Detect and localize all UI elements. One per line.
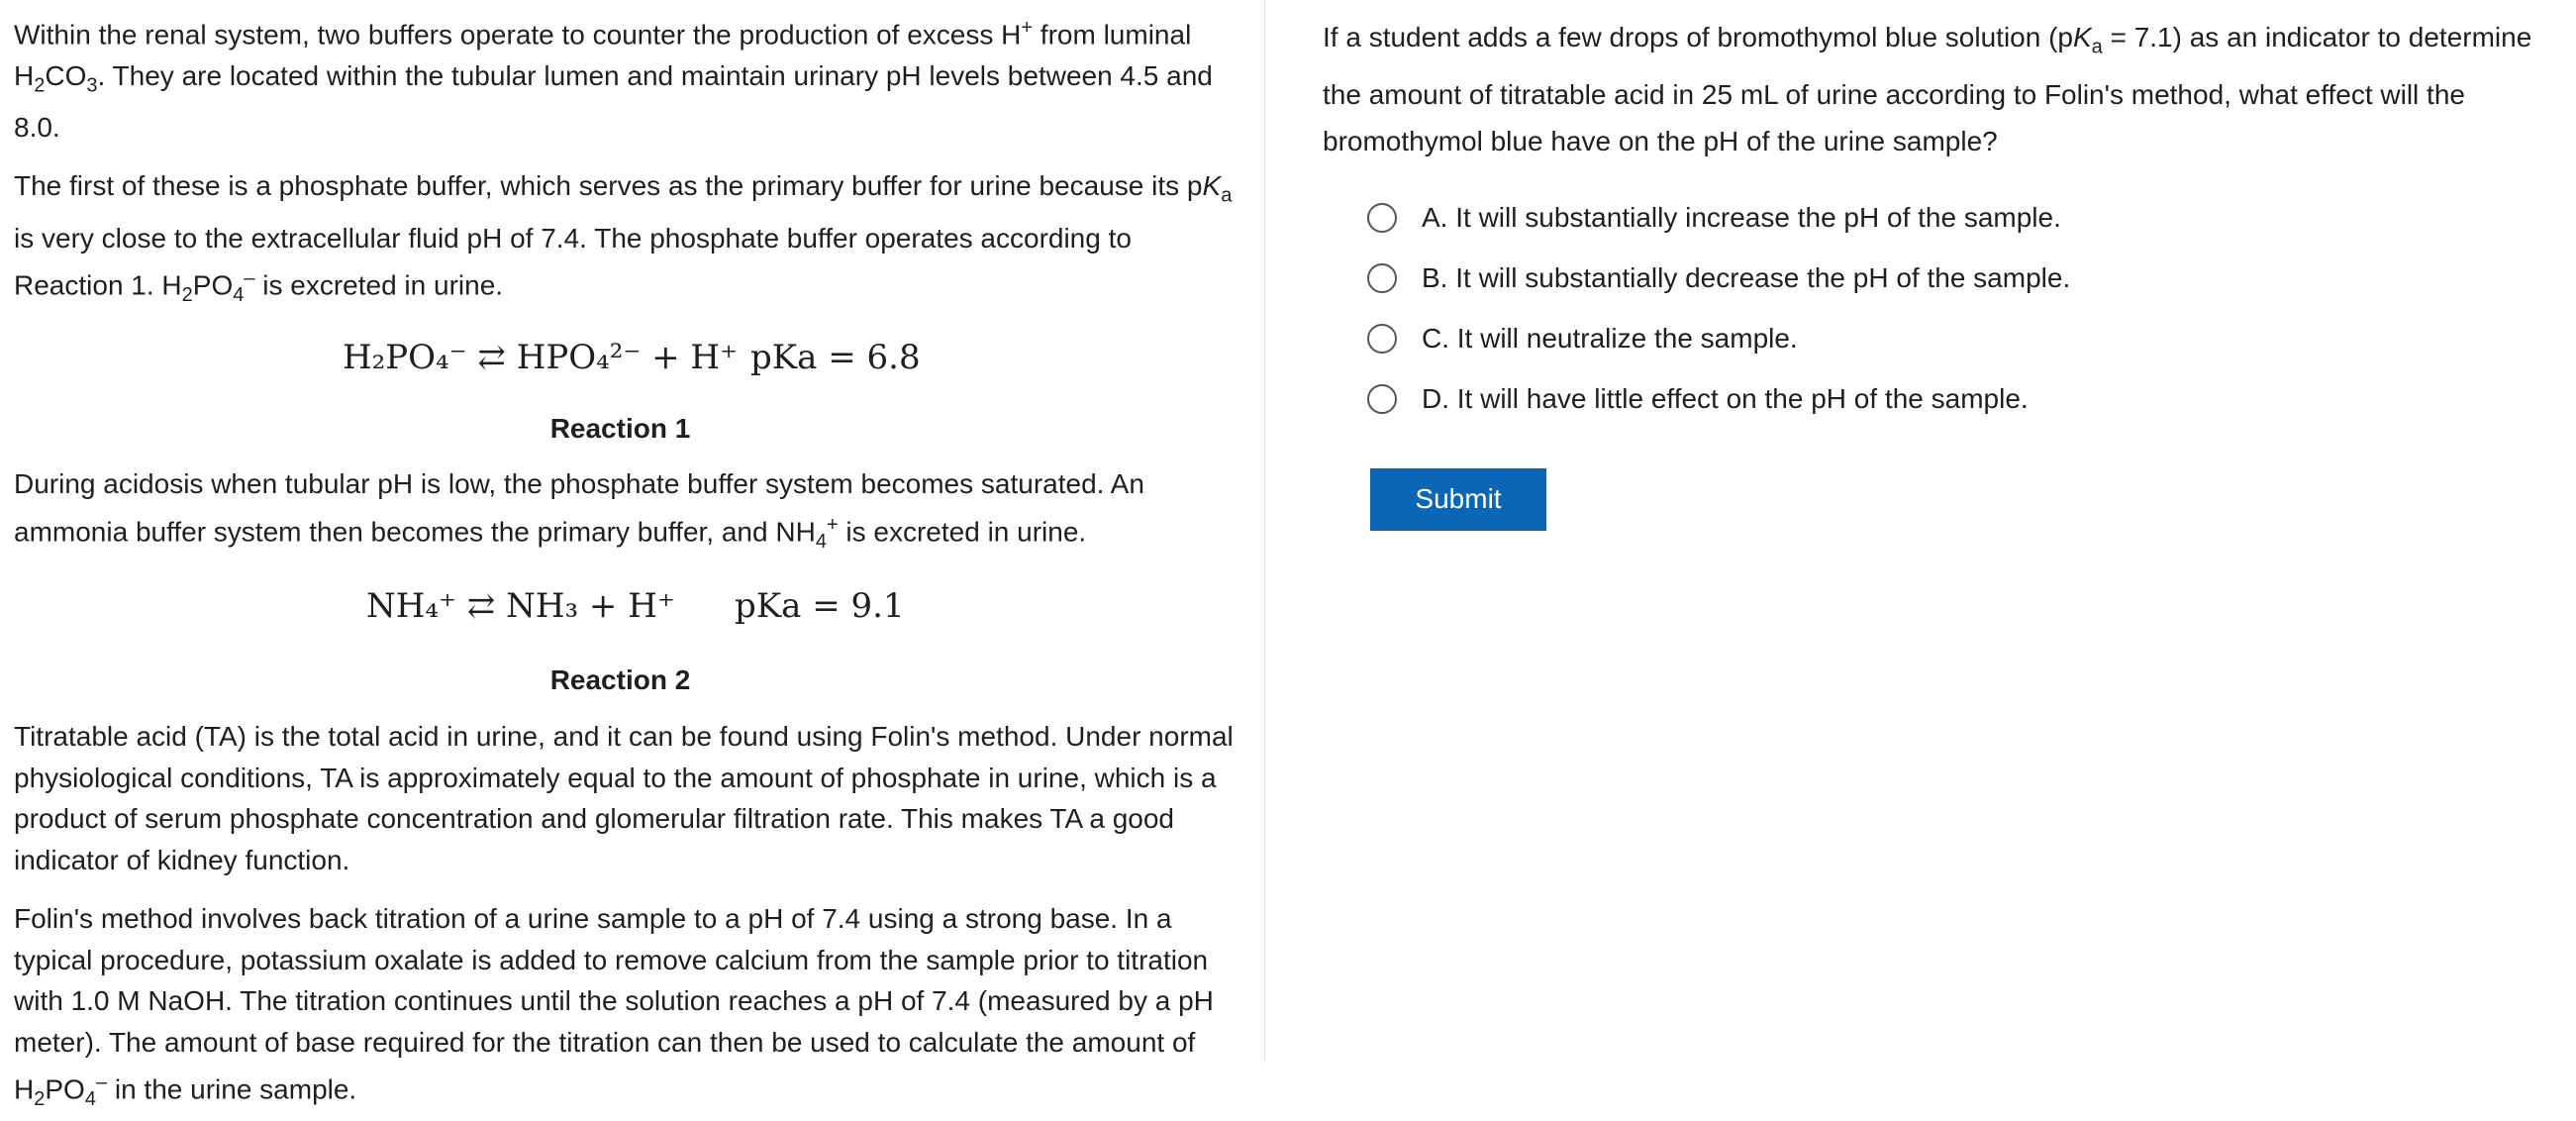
question-panel (1323, 14, 2576, 531)
radio-button-icon[interactable] (1367, 384, 1397, 414)
reaction-1-equation (14, 338, 1264, 391)
choice-text: It will have little effect on the pH of the sample. (1456, 383, 2029, 415)
passage-paragraph-3: During acidosis when tubular pH is low, the phosphate buffer system becomes saturated. An ammonia buffer system then becomes the primary buffer, and $NH_4^+$ is excreted in urine. (14, 468, 1144, 553)
radio-button-icon[interactable] (1367, 263, 1397, 293)
choice-letter: B. (1422, 262, 1448, 294)
question-stem: If a student adds a few drops of bromothymol blue solution $(pK_a = 7.1)$ as an indicator to determine the amount of titratable acid in 25 mL of urine according to Folin's method, what effect will the bromothymol blue have on the pH of the urine sample? (1323, 22, 2532, 156)
passage-paragraph-4: Titratable acid (TA) is the total acid in urine, and it can be found using Folin's method. Under normal physiological conditions, TA is approximately equal to the amount of phosphate in urine, which is a product of serum phosphate concentration and glomerular filtration rate. This makes TA a good indicator of kidney function. (14, 721, 1234, 875)
passage-paragraph-5: Folin's method involves back titration of a urine sample to a pH of 7.4 using a strong base. In a typical procedure, potassium oxalate is added to remove calcium from the sample prior to titration with 1.0 M NaOH. The titration continues until the solution reaches a pH of 7.4 (measured by a pH meter). The amount of base required for the titration can then be used to calculate the amount of $H_2PO_4^-$ in the urine sample. (14, 903, 1214, 1111)
answer-choices (1323, 188, 2576, 430)
choice-letter: A. (1422, 202, 1448, 234)
answer-choice-c[interactable] (1367, 309, 2576, 369)
reaction-1-label: Reaction 1 (549, 413, 691, 445)
passage-panel (0, 0, 1265, 1111)
reaction-2-formula: NH₄⁺ ⇄ NH₃ + H⁺ (366, 586, 675, 627)
choice-letter: D. (1422, 383, 1449, 415)
answer-choice-b[interactable] (1367, 249, 2576, 309)
radio-button-icon[interactable] (1367, 203, 1397, 233)
passage-paragraph-1: Within the renal system, two buffers operate to counter the production of excess H+ from luminal $H_2CO_3$. They are located within the tubular lumen and maintain urinary pH levels between 4.5 and 8.0. (14, 17, 1213, 143)
radio-button-icon[interactable] (1367, 324, 1397, 354)
choice-text: It will neutralize the sample. (1456, 323, 1798, 355)
submit-button[interactable]: Submit (1370, 468, 1546, 531)
reaction-2-pka: pKa = 9.1 (735, 586, 905, 627)
choice-letter: C. (1422, 323, 1449, 355)
choice-text: It will substantially increase the pH of the sample. (1455, 202, 2061, 234)
reaction-2-equation (14, 586, 1264, 640)
reaction-2-label: Reaction 2 (549, 664, 691, 696)
answer-choice-a[interactable] (1367, 188, 2576, 249)
passage-paragraph-2: The first of these is a phosphate buffer, which serves as the primary buffer for urine because its $pK_a$ is very close to the extracellular fluid pH of 7.4. The phosphate buffer operates according to Reaction 1. $H_2PO_4^-$ is excreted in urine. (14, 170, 1233, 306)
reaction-1-formula: H₂PO₄⁻ ⇄ HPO₄²⁻ + H⁺ (343, 338, 739, 378)
reaction-1-pka: pKa = 6.8 (750, 338, 921, 378)
answer-choice-d[interactable] (1367, 369, 2576, 430)
choice-text: It will substantially decrease the pH of the sample. (1455, 262, 2071, 294)
